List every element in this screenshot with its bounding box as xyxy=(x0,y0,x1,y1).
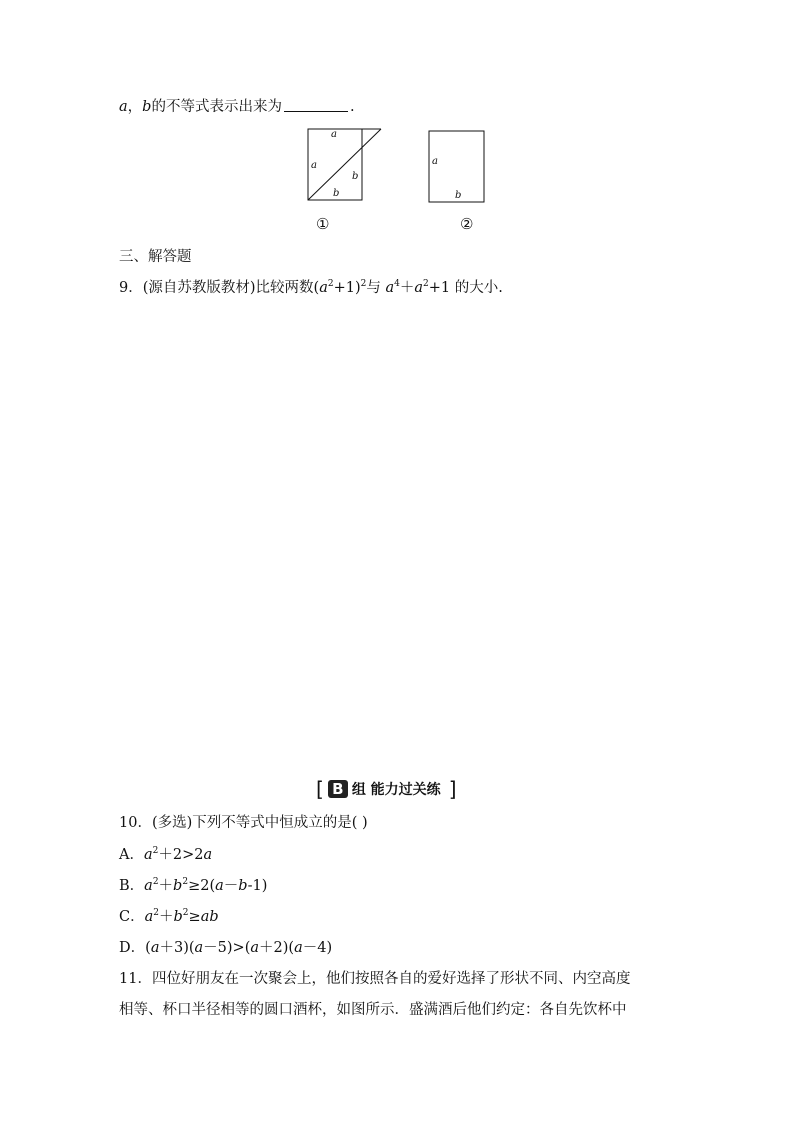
var-a: a xyxy=(150,940,160,956)
q9-mid: 与 xyxy=(366,280,386,296)
expr: ＋2)( xyxy=(259,940,295,956)
expr: ＋3)( xyxy=(159,940,195,956)
var-a: a xyxy=(144,909,154,925)
option-label: D． xyxy=(119,940,146,956)
fig1-bottom-b: b xyxy=(333,188,340,199)
q10-option-c xyxy=(119,907,219,927)
fig1-top-a: a xyxy=(331,129,337,140)
fig2-side-b: b xyxy=(455,190,462,201)
answer-blank xyxy=(284,97,348,112)
expr: － xyxy=(223,878,239,894)
q9-prefix: 9．(源自苏教版教材)比较两数( xyxy=(119,280,320,296)
var-a: a xyxy=(215,878,224,894)
q11-line-2: 相等、杯口半径相等的圆口酒杯，如图所示．盛满酒后他们约定：各自先饮杯中 xyxy=(119,1002,627,1018)
open-bracket: [ xyxy=(316,777,324,801)
exponent: 2 xyxy=(152,846,159,856)
q9-exp-outer: 2 xyxy=(360,279,367,289)
q9-exp2c: 2 xyxy=(423,279,429,289)
expr: ＋2>2 xyxy=(158,847,204,863)
q9-plus1: +1) xyxy=(333,280,361,296)
q9-line xyxy=(119,278,503,298)
q9-a2: a xyxy=(385,280,395,296)
var-a: a xyxy=(250,940,260,956)
q9-suffix: +1 的大小. xyxy=(428,280,503,296)
option-label: C． xyxy=(119,909,145,925)
q9-plus: ＋ xyxy=(399,280,415,296)
option-label: B． xyxy=(119,878,145,894)
var-a: a xyxy=(203,847,213,863)
var-a: a xyxy=(119,99,128,115)
q9-exp4: 4 xyxy=(394,279,400,289)
q9-exp: 2 xyxy=(327,279,334,289)
group-b-title: 组 能力过关练 xyxy=(351,782,441,798)
var-a: a xyxy=(294,940,303,956)
q11-line-1: 11．四位好朋友在一次聚会上，他们按照各自的爱好选择了形状不同、内空高度 xyxy=(119,971,631,987)
var-b: b xyxy=(173,878,183,894)
expr: －5)>( xyxy=(203,940,251,956)
section-heading: 三、解答题 xyxy=(119,249,192,265)
expr: ( xyxy=(145,940,151,956)
q9-a1: a xyxy=(319,280,328,296)
expr: ＋ xyxy=(158,878,174,894)
var-a: a xyxy=(144,878,153,894)
figure-1 xyxy=(300,125,390,205)
fig1-left-a: a xyxy=(311,160,317,171)
q10-option-b xyxy=(119,876,267,896)
figure-2-label: ② xyxy=(460,215,474,233)
expr: ≥2( xyxy=(188,878,216,894)
var-ab: ab xyxy=(200,909,219,925)
fig1-diagonal xyxy=(308,129,381,200)
fig1-right-b: b xyxy=(352,171,359,182)
q8-text: 的不等式表示出来为 xyxy=(151,99,282,115)
exponent: 2 xyxy=(182,908,189,918)
var-a: a xyxy=(143,847,153,863)
q10-stem: 10．(多选)下列不等式中恒成立的是( ) xyxy=(119,815,368,831)
exponent: 2 xyxy=(152,877,159,887)
var-b: b xyxy=(238,878,248,894)
var-a: a xyxy=(194,940,204,956)
option-label: A． xyxy=(119,847,144,863)
var-b: b xyxy=(142,99,152,115)
var-b: b xyxy=(173,909,183,925)
q10-option-a xyxy=(119,845,212,865)
exponent: 2 xyxy=(182,877,189,887)
group-b-header xyxy=(316,778,457,800)
expr: ＋ xyxy=(159,909,174,925)
expr: －4) xyxy=(302,940,333,956)
expr: ≥ xyxy=(188,909,201,925)
figure-1-label: ① xyxy=(316,215,330,233)
expr: -1) xyxy=(247,878,268,894)
close-bracket: ] xyxy=(448,777,457,801)
figure-2 xyxy=(425,128,490,208)
q8-end: . xyxy=(349,99,355,115)
q10-option-d xyxy=(119,938,332,958)
comma: ， xyxy=(127,99,143,115)
q9-a3: a xyxy=(414,280,424,296)
q8-line xyxy=(119,97,355,117)
fig2-side-a: a xyxy=(432,156,438,167)
group-b-badge: B xyxy=(328,780,348,798)
exponent: 2 xyxy=(153,908,159,918)
